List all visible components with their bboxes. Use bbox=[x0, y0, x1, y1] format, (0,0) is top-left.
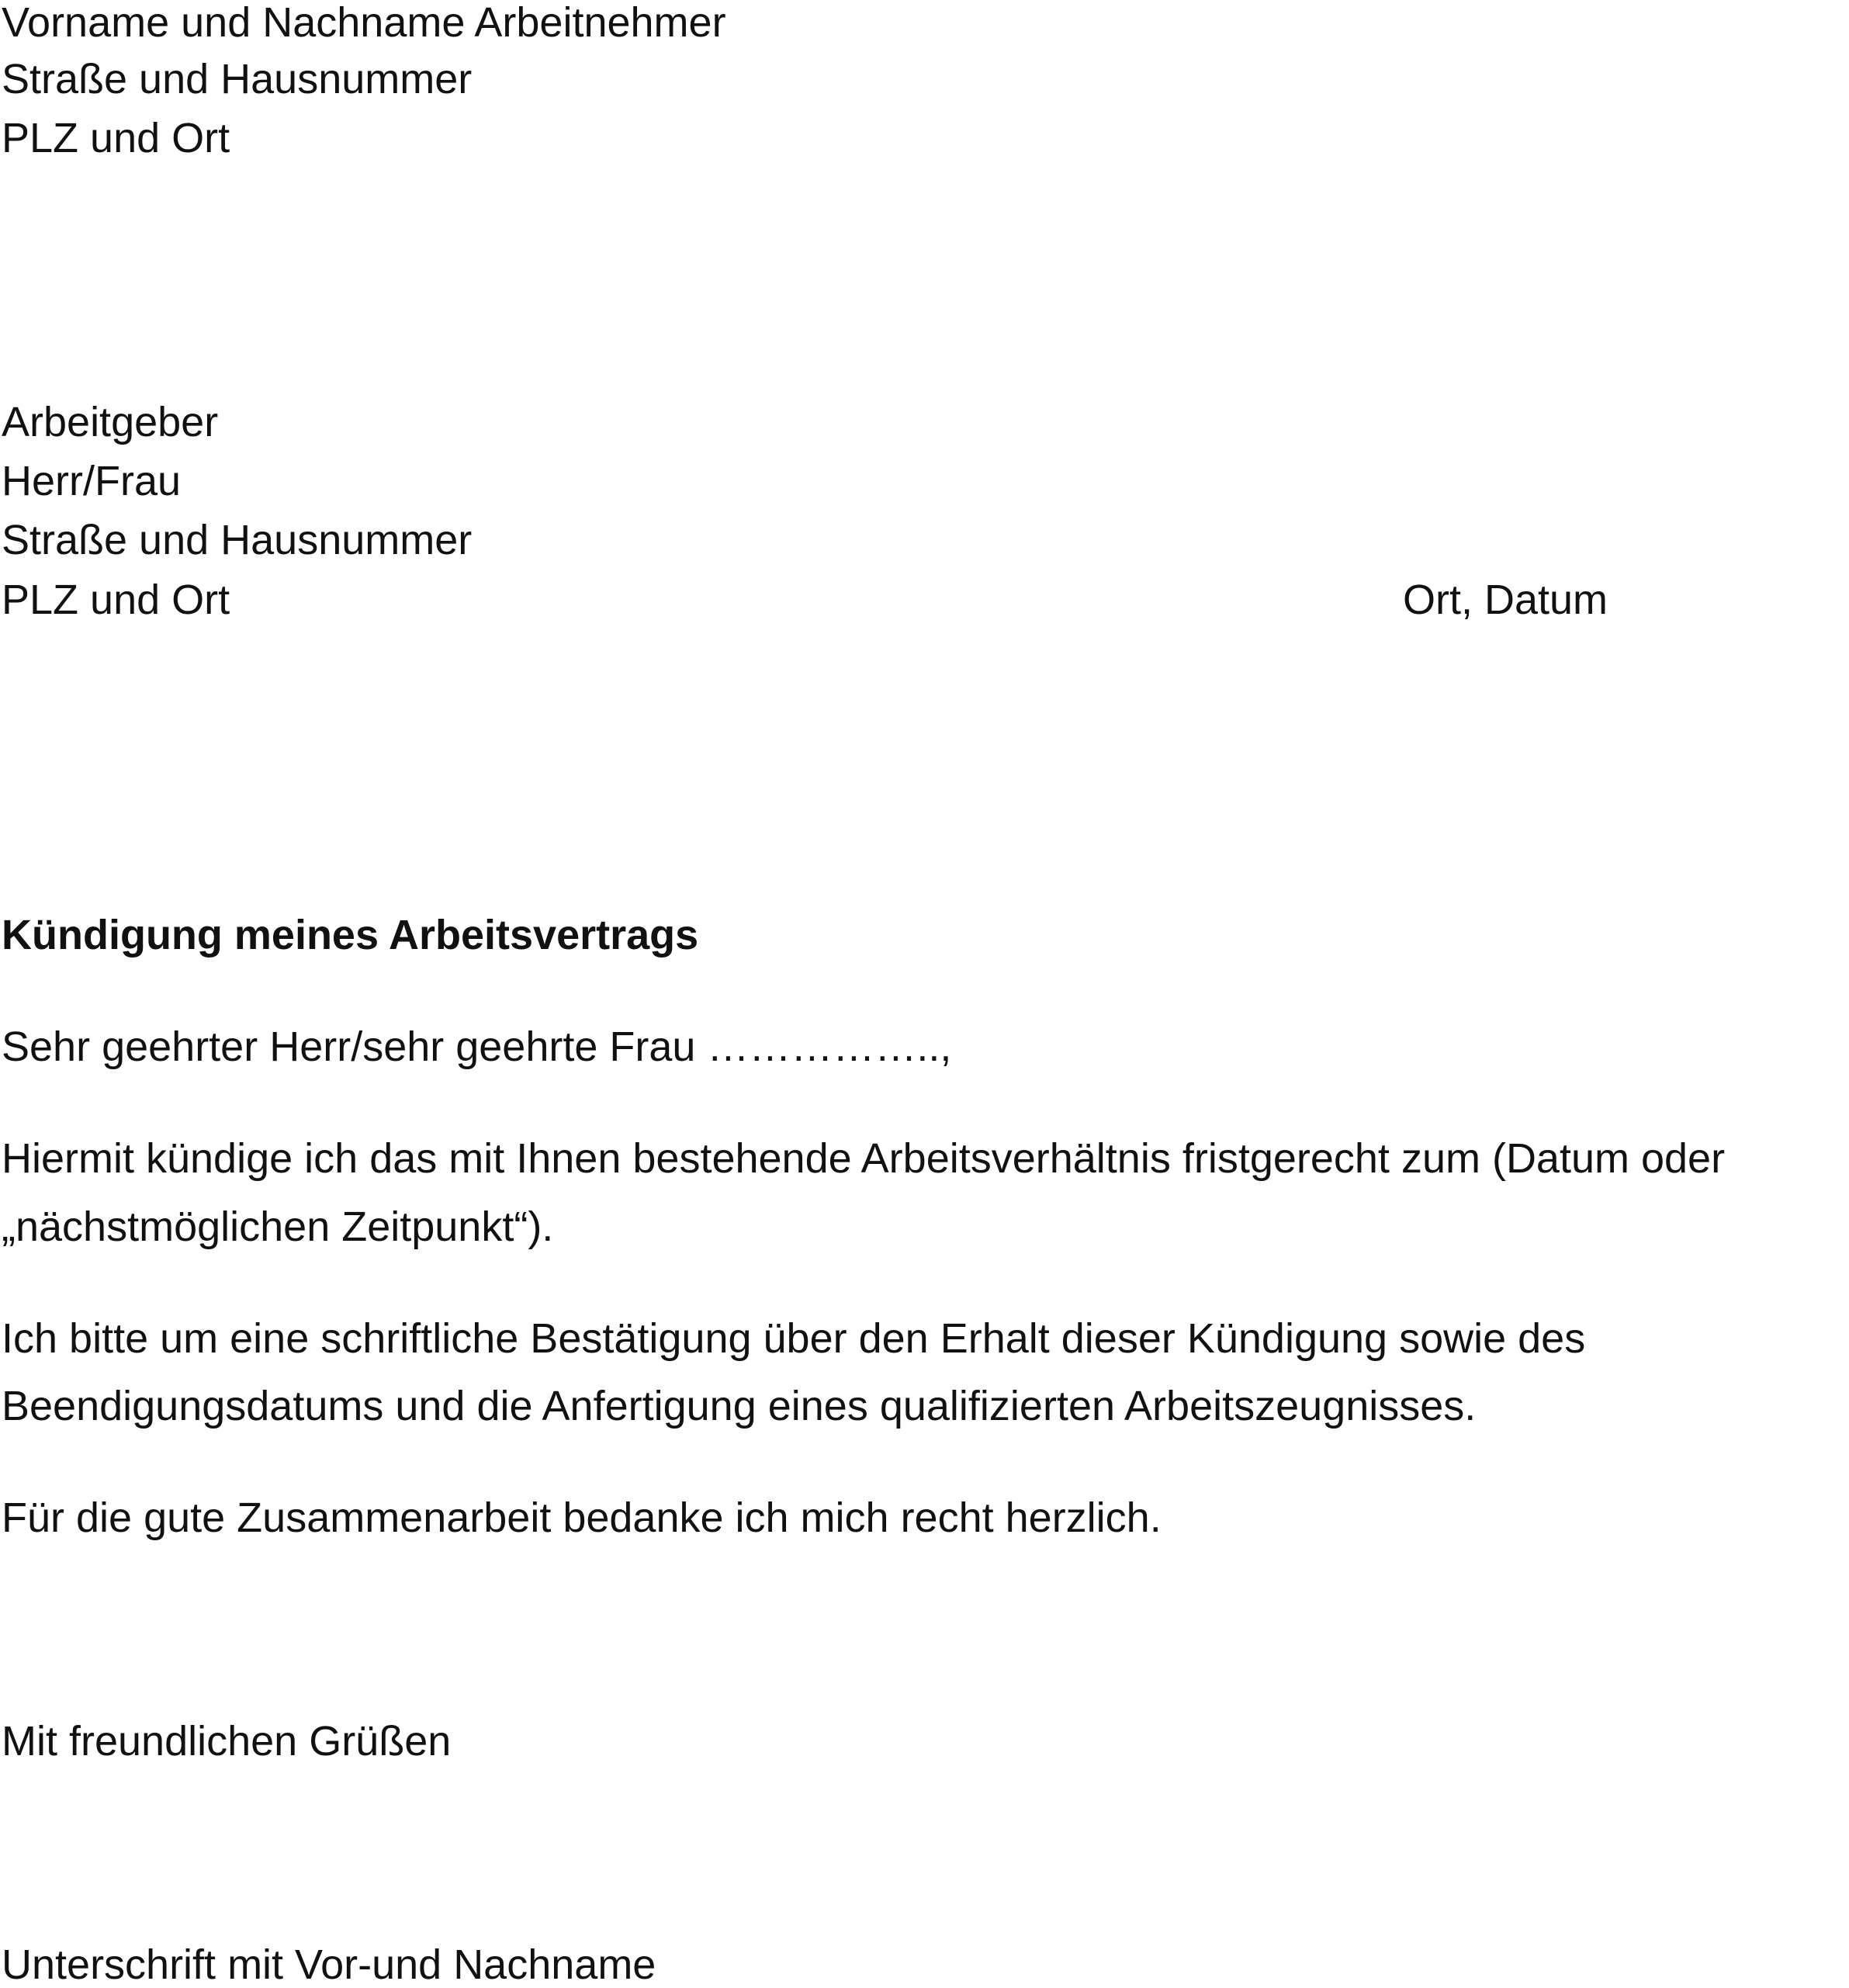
sender-street: Straße und Hausnummer bbox=[2, 56, 473, 102]
body-paragraph-1-line-1: Hiermit kündige ich das mit Ihnen bestehende Arbeitsverhältnis fristgerecht zum (Datum oder bbox=[2, 1135, 1726, 1182]
recipient-company: Arbeitgeber bbox=[2, 399, 219, 445]
recipient-street: Straße und Hausnummer bbox=[2, 517, 473, 563]
salutation: Sehr geehrter Herr/sehr geehrte Frau …………….., bbox=[2, 1023, 952, 1070]
recipient-city: PLZ und Ort bbox=[2, 577, 230, 623]
signature: Unterschrift mit Vor-und Nachname bbox=[2, 1941, 656, 1988]
body-paragraph-2-line-2: Beendigungsdatums und die Anfertigung eines qualifizierten Arbeitszeugnisses. bbox=[2, 1383, 1477, 1429]
place-date: Ort, Datum bbox=[1403, 577, 1608, 623]
letter-subject: Kündigung meines Arbeitsvertrags bbox=[2, 912, 699, 958]
sender-city: PLZ und Ort bbox=[2, 115, 230, 161]
sender-name: Vorname und Nachname Arbeitnehmer bbox=[2, 0, 726, 46]
body-paragraph-1-line-2: „nächstmöglichen Zeitpunkt“). bbox=[2, 1204, 554, 1250]
closing: Mit freundlichen Grüßen bbox=[2, 1718, 452, 1765]
body-paragraph-3: Für die gute Zusammenarbeit bedanke ich mich recht herzlich. bbox=[2, 1494, 1162, 1541]
recipient-person: Herr/Frau bbox=[2, 458, 182, 504]
body-paragraph-2-line-1: Ich bitte um eine schriftliche Bestätigung über den Erhalt dieser Kündigung sowie des bbox=[2, 1315, 1586, 1362]
